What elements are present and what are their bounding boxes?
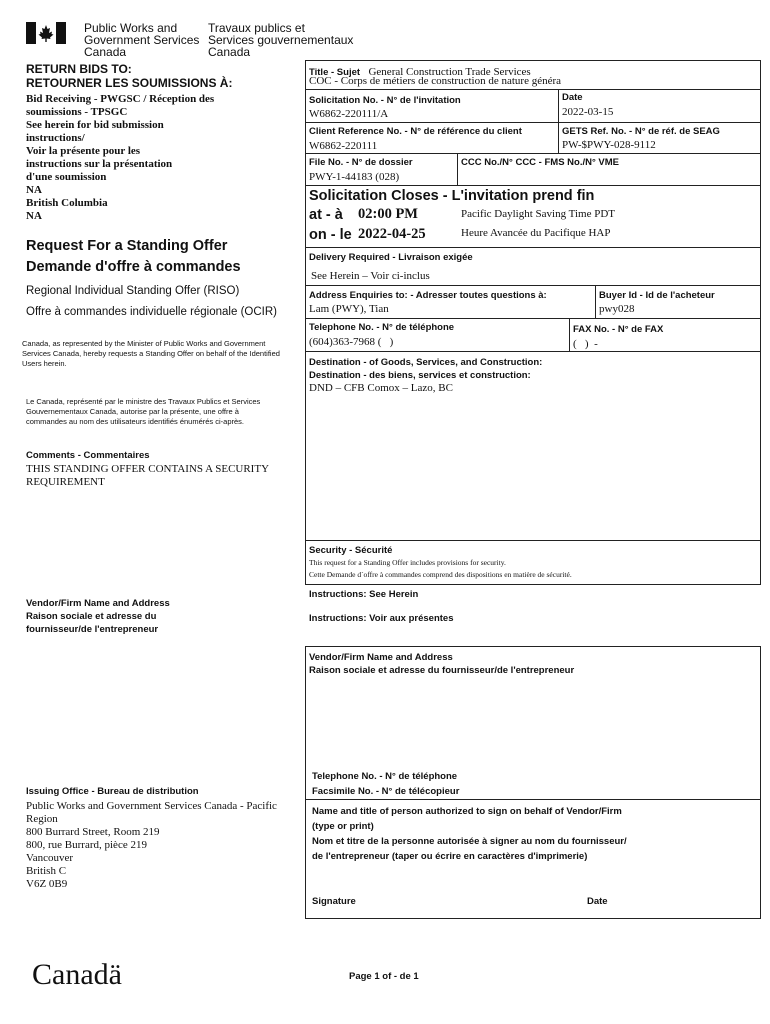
title-value: General Construction Trade Services	[368, 66, 531, 78]
destination-label-line: Destination - des biens, services et construction:	[309, 370, 531, 381]
closing-timezone-fr: Heure Avancée du Pacifique HAP	[461, 227, 611, 239]
date-value: 2022-03-15	[562, 106, 614, 118]
title-value-fr: COC - Corps de métiers de construction de nature généra	[309, 75, 562, 87]
canada-flag-logo	[26, 22, 66, 44]
client-ref-label: Client Reference No. - N° de référence du client	[309, 126, 522, 137]
address-line: Voir la présente pour les	[26, 145, 141, 157]
signature-label: Signature	[312, 896, 356, 907]
closing-timezone-en: Pacific Daylight Saving Time PDT	[461, 208, 615, 220]
instructions-en: Instructions: See Herein	[309, 589, 419, 600]
request-title-fr: Demande d'offre à commandes	[26, 259, 241, 275]
issuing-office-address	[26, 800, 296, 891]
gets-ref-value: PW-$PWY-028-9112	[562, 139, 656, 151]
gets-ref-label: GETS Ref. No. - N° de réf. de SEAG	[562, 126, 720, 137]
vendor-signature-box	[305, 646, 761, 919]
address-enquiries-label: Address Enquiries to: - Adresser toutes questions à:	[309, 290, 547, 301]
address-line: Region	[26, 813, 58, 825]
vendor-label-line: fournisseur/de l'entrepreneur	[26, 624, 159, 635]
title-label: Title - Sujet	[309, 67, 361, 78]
address-line: Bid Receiving - PWGSC / Réception des	[26, 93, 215, 105]
request-type	[26, 281, 277, 323]
page-number: Page 1 of - de 1	[349, 971, 419, 982]
comments-line: REQUIREMENT	[26, 476, 105, 488]
address-line: British Columbia	[26, 197, 108, 209]
vendor-label-left	[26, 597, 170, 636]
address-line: 800 Burrard Street, Room 219	[26, 826, 160, 838]
canada-wordmark: Canadä	[32, 958, 122, 991]
request-type-en: Regional Individual Standing Offer (RISO)	[26, 285, 240, 297]
address-line: Vancouver	[26, 852, 74, 864]
buyer-id-value: pwy028	[599, 303, 635, 315]
return-bids-heading	[26, 62, 232, 90]
address-line: See herein for bid submission	[26, 119, 164, 131]
address-line: Public Works and Government Services Canada - Pacific	[26, 800, 277, 812]
address-line: instructions/	[26, 132, 85, 144]
address-line: d'une soumission	[26, 171, 107, 183]
return-bids-address	[26, 93, 286, 223]
buyer-id-label: Buyer Id - Id de l'acheteur	[599, 290, 715, 301]
vendor-box-label-line: Vendor/Firm Name and Address	[309, 652, 453, 663]
address-line: V6Z 0B9	[26, 878, 68, 890]
signer-label	[312, 804, 627, 864]
return-bids-title-fr: RETOURNER LES SOUMISSIONS À:	[26, 76, 233, 90]
signer-label-line: de l'entrepreneur (taper ou écrire en caractères d'imprimerie)	[312, 851, 588, 862]
org-fr-line: Services gouvernementaux	[208, 33, 354, 47]
signer-label-line: (type or print)	[312, 821, 374, 832]
address-line: soumissions - TPSGC	[26, 106, 128, 118]
address-line: NA	[26, 184, 42, 196]
return-bids-title-en: RETURN BIDS TO:	[26, 62, 132, 76]
closing-time: 02:00 PM	[358, 206, 418, 222]
client-ref-value: W6862-220111	[309, 140, 378, 152]
address-line: instructions sur la présentation	[26, 158, 173, 170]
vendor-fax-label: Facsimile No. - N° de télécopieur	[312, 786, 460, 797]
security-text-fr: Cette Demande d´offre à commandes comprend des dispositions en matière de sécurité.	[309, 570, 572, 579]
signature-date-label: Date	[587, 896, 608, 907]
request-paragraph-fr: Le Canada, représenté par le ministre des Travaux Publics et Services Gouvernementaux Canada, autorise par la présente, une offre à commandes au nom des utilisateurs identifiés énumérés ci-après.	[26, 397, 261, 426]
fax-value: ( ) -	[573, 338, 598, 350]
destination-label	[309, 356, 542, 382]
signer-label-line: Name and title of person authorized to sign on behalf of Vendor/Firm	[312, 806, 622, 817]
destination-value: DND – CFB Comox – Lazo, BC	[309, 382, 453, 394]
request-paragraph-en: Canada, as represented by the Minister of Public Works and Government Services Canada, hereby requests a Standing Offer on behalf of the Identified Users herein.	[22, 339, 280, 368]
org-en-line: Public Works and	[84, 21, 178, 35]
vendor-box-label	[309, 651, 574, 677]
solicitation-number: W6862-220111/A	[309, 108, 389, 120]
closes-on-label: on - le	[309, 227, 352, 243]
delivery-value: See Herein – Voir ci-inclus	[311, 270, 430, 282]
org-name-en	[84, 22, 199, 58]
vendor-label-line: Raison sociale et adresse du	[26, 611, 157, 622]
signer-label-line: Nom et titre de la personne autorisée à signer au nom du fournisseur/	[312, 836, 627, 847]
closes-at-label: at - à	[309, 207, 343, 223]
request-type-fr: Offre à commandes individuelle régionale (OCIR)	[26, 306, 277, 318]
solicitation-closes-title: Solicitation Closes - L'invitation prend fin	[309, 188, 595, 204]
security-label: Security - Sécurité	[309, 545, 393, 556]
file-number-label: File No. - N° de dossier	[309, 157, 413, 168]
telephone-value: (604)363-7968 ( )	[309, 336, 394, 348]
request-title-en: Request For a Standing Offer	[26, 238, 228, 254]
ccc-label: CCC No./N° CCC - FMS No./N° VME	[461, 157, 620, 168]
org-fr-line: Travaux publics et	[208, 21, 305, 35]
address-line: British C	[26, 865, 67, 877]
destination-label-line: Destination - of Goods, Services, and Construction:	[309, 357, 543, 368]
vendor-label-line: Vendor/Firm Name and Address	[26, 598, 170, 609]
comments-text	[26, 463, 269, 489]
request-title	[26, 236, 241, 278]
date-label: Date	[562, 92, 583, 103]
org-name-fr	[208, 22, 353, 58]
org-fr-line: Canada	[208, 45, 251, 59]
issuing-office-label: Issuing Office - Bureau de distribution	[26, 786, 199, 797]
comments-line: THIS STANDING OFFER CONTAINS A SECURITY	[26, 463, 270, 475]
fax-label: FAX No. - N° de FAX	[573, 324, 664, 335]
address-line: 800, rue Burrard, pièce 219	[26, 839, 147, 851]
vendor-telephone-label: Telephone No. - N° de téléphone	[312, 771, 458, 782]
org-en-line: Government Services	[84, 33, 200, 47]
telephone-label: Telephone No. - N° de téléphone	[309, 322, 455, 333]
org-en-line: Canada	[84, 45, 127, 59]
address-enquiries-value: Lam (PWY), Tian	[309, 303, 389, 315]
file-number-value: PWY-1-44183 (028)	[309, 171, 400, 183]
address-line: NA	[26, 210, 42, 222]
comments-label: Comments - Commentaires	[26, 450, 150, 461]
instructions-fr: Instructions: Voir aux présentes	[309, 613, 454, 624]
delivery-label: Delivery Required - Livraison exigée	[309, 252, 473, 263]
vendor-box-label-line: Raison sociale et adresse du fournisseur/de l'entrepreneur	[309, 665, 575, 676]
closing-date: 2022-04-25	[358, 226, 426, 242]
security-text-en: This request for a Standing Offer includes provisions for security.	[309, 558, 506, 567]
solicitation-label: Solicitation No. - N° de l'invitation	[309, 95, 461, 106]
